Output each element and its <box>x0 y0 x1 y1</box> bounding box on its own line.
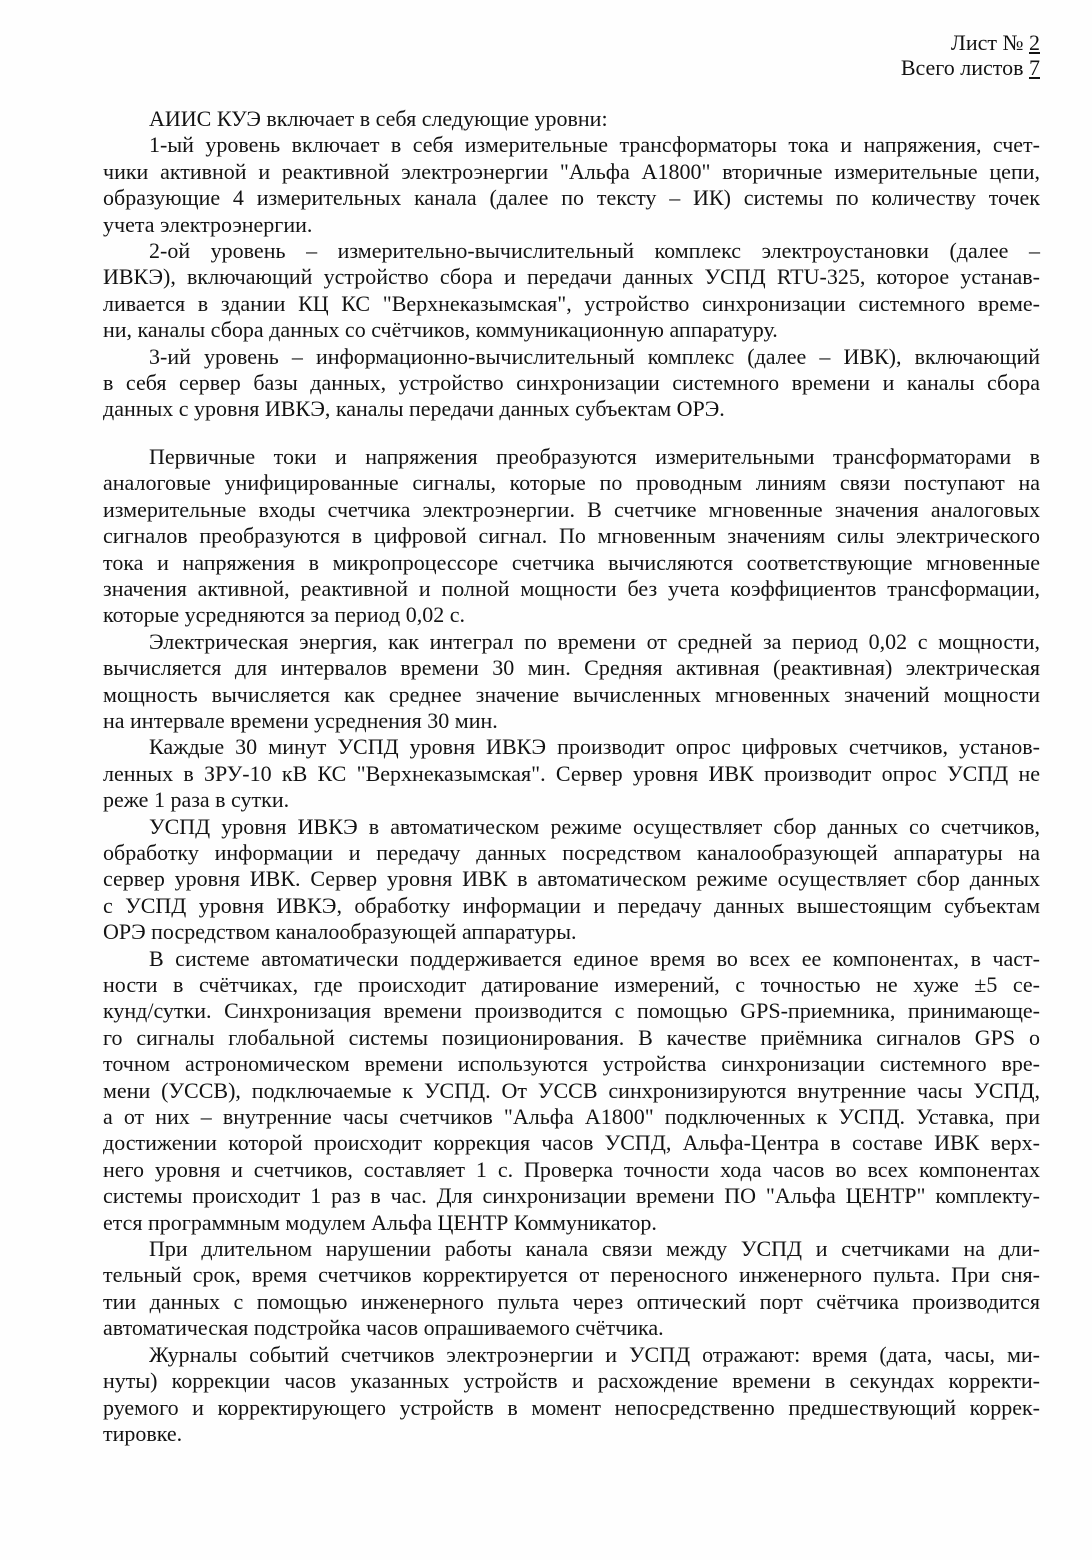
text-line: кунд/сутки. Синхронизация времени производится с помощью GPS-приемника, принимающе- <box>103 998 1040 1024</box>
text-line: ности в счётчиках, где происходит датирование измерений, с точностью не хуже ±5 се- <box>103 972 1040 997</box>
text-line: В системе автоматически поддерживается единое время во всех ее компонентах, в част- <box>149 945 1040 971</box>
text-line: нуты) коррекции часов указанных устройств и расхождение времени в секундах корректи- <box>103 1368 1040 1394</box>
paragraph <box>103 106 1040 132</box>
paragraph <box>103 734 1040 813</box>
sheet-number-label: Лист № <box>950 30 1024 55</box>
paragraph <box>103 1342 1040 1448</box>
text-line: Первичные токи и напряжения преобразуются измерительными трансформаторами в <box>149 443 1040 469</box>
text-line: в себя сервер базы данных, устройство синхронизации системного времени и каналы сбора <box>103 370 1040 396</box>
sheet-number-value: 2 <box>1029 30 1040 55</box>
text-line: ется программным модулем Альфа ЦЕНТР Коммуникатор. <box>103 1209 657 1235</box>
text-line: ИВКЭ), включающий устройство сбора и передачи данных УСПД RTU-325, которое устанав- <box>103 264 1040 290</box>
paragraph <box>103 444 1040 629</box>
text-line: тировке. <box>103 1420 183 1446</box>
text-line: точном астрономическом времени используются устройства синхронизации системного вре- <box>103 1051 1040 1077</box>
text-line: а от них – внутренние часы счетчиков "Альфа А1800" подключенных к УСПД. Уставка, при <box>103 1104 1040 1130</box>
paragraph <box>103 814 1040 946</box>
paragraph <box>103 1236 1040 1342</box>
total-sheets-line <box>901 55 1040 80</box>
text-line: автоматическая подстройка часов опрашиваемого счётчика. <box>103 1315 664 1341</box>
text-line: Журналы событий счетчиков электроэнергии и УСПД отражают: время (дата, часы, ми- <box>149 1341 1040 1367</box>
text-line: руемого и корректирующего устройств в момент непосредственно предшествующий коррек- <box>103 1394 1040 1420</box>
text-line: мощность вычисляется как среднее значение вычисленных мгновенных значений мощности <box>103 681 1040 707</box>
text-line: чики активной и реактивной электроэнергии "Альфа А1800" вторичные измерительные цепи, <box>103 158 1040 184</box>
text-line: системы происходит 1 раз в час. Для синхронизации времени ПО "Альфа ЦЕНТР" комплекту- <box>103 1183 1040 1209</box>
text-line: учета электроэнергии. <box>103 211 313 237</box>
text-line: которые усредняются за период 0,02 с. <box>103 602 465 628</box>
text-line: ливается в здании КЦ КС "Верхнеказымская", устройство синхронизации системного време- <box>103 290 1040 316</box>
text-line: АИИС КУЭ включает в себя следующие уровни: <box>149 106 608 131</box>
text-line: на интервале времени усреднения 30 мин. <box>103 707 498 733</box>
text-line: тока и напряжения в микропроцессоре счетчика вычисляются соответствующие мгновенные <box>103 549 1040 575</box>
text-line: с УСПД уровня ИВКЭ, обработку информации и передачу данных вышестоящим субъектам <box>103 892 1040 918</box>
text-line: ни, каналы сбора данных со счётчиков, коммуникационную аппаратуру. <box>103 317 778 343</box>
text-line: сервер уровня ИВК. Сервер уровня ИВК в автоматическом режиме осуществляет сбор данных <box>103 866 1040 892</box>
paragraph <box>103 238 1040 344</box>
text-line: 2-ой уровень – измерительно-вычислительный комплекс электроустановки (далее – <box>149 238 1040 264</box>
sheet-number-line <box>901 30 1040 55</box>
text-line: го сигналы глобальной системы позиционирования. В качестве приёмника сигналов GPS о <box>103 1024 1040 1050</box>
text-line: образующие 4 измерительных канала (далее по тексту – ИК) системы по количеству точек <box>103 185 1040 211</box>
text-line: 3-ий уровень – информационно-вычислительный комплекс (далее – ИВК), включающий <box>149 343 1040 369</box>
text-line: аналоговые унифицированные сигналы, которые по проводным линиям связи поступают на <box>103 470 1040 496</box>
paragraph <box>103 344 1040 423</box>
text-line: данных с уровня ИВКЭ, каналы передачи данных субъектам ОРЭ. <box>103 396 725 422</box>
text-line: него уровня и счетчиков, составляет 1 с. Проверка точности хода часов во всех компонентах <box>103 1156 1040 1182</box>
text-line: 1-ый уровень включает в себя измерительные трансформаторы тока и напряжения, счет- <box>149 132 1040 158</box>
text-line: вычисляется для интервалов времени 30 мин. Средняя активная (реактивная) электрическая <box>103 655 1040 681</box>
text-line: УСПД уровня ИВКЭ в автоматическом режиме осуществляет сбор данных со счетчиков, <box>149 813 1040 839</box>
text-line: измерительные входы счетчика электроэнергии. В счетчике мгновенные значения аналоговых <box>103 496 1040 522</box>
text-line: При длительном нарушении работы канала связи между УСПД и счетчиками на дли- <box>149 1236 1040 1262</box>
total-sheets-label: Всего листов <box>900 55 1024 80</box>
text-line: сигналов преобразуются в цифровой сигнал. По мгновенным значениям силы электрического <box>103 523 1040 549</box>
paragraph <box>103 946 1040 1236</box>
text-line: реже 1 раза в сутки. <box>103 787 290 813</box>
paragraph <box>103 629 1040 735</box>
total-sheets-value: 7 <box>1029 55 1040 80</box>
document-body <box>103 106 1040 1447</box>
text-line: Каждые 30 минут УСПД уровня ИВКЭ производит опрос цифровых счетчиков, установ- <box>149 734 1040 760</box>
text-line: ОРЭ посредством каналообразующей аппаратуры. <box>103 919 577 945</box>
text-line: Электрическая энергия, как интеграл по времени от средней за период 0,02 с мощности, <box>149 628 1040 654</box>
text-line: тельный срок, время счетчиков корректируется от переносного инженерного пульта. При сня- <box>103 1262 1040 1288</box>
text-line: достижении которой происходит коррекция часов УСПД, Альфа-Центра в составе ИВК верх- <box>103 1130 1040 1156</box>
text-line: ленных в ЗРУ-10 кВ КС "Верхнеказымская". Сервер уровня ИВК производит опрос УСПД не <box>103 760 1040 786</box>
paragraph <box>103 132 1040 238</box>
sheet-header <box>901 30 1040 80</box>
text-line: мени (УССВ), подключаемые к УСПД. От УССВ синхронизируются внутренние часы УСПД, <box>103 1077 1040 1103</box>
text-line: тии данных с помощью инженерного пульта через оптический порт счётчика производится <box>103 1288 1040 1314</box>
text-line: значения активной, реактивной и полной мощности без учета коэффициентов трансформации, <box>103 575 1040 601</box>
text-line: обработку информации и передачу данных посредством каналообразующей аппаратуры на <box>103 839 1040 865</box>
